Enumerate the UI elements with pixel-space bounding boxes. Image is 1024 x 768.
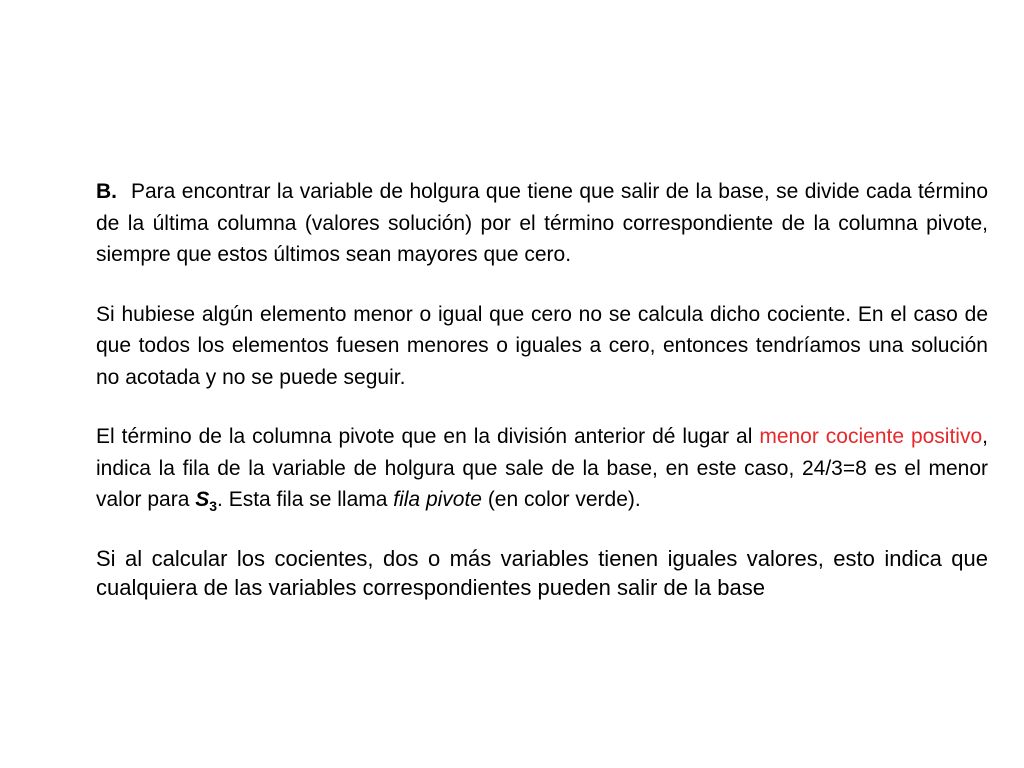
- variable-subscript: 3: [209, 498, 218, 515]
- pivot-text-part2: , indica la fila de la variable de holgura que sale de la base, en este caso, 24/3=8 es el menor valor para: [96, 425, 988, 511]
- pivot-text-part3: . Esta fila se llama: [217, 488, 394, 511]
- paragraph-ties-text: Si al calcular los cocientes, dos o más variables tienen iguales valores, esto indica que cualquiera de las variables correspondientes pueden salir de la base: [96, 545, 988, 600]
- paragraph-ties: [96, 544, 988, 602]
- paragraph-non-positive: [96, 299, 988, 394]
- highlight-min-quotient: menor cociente positivo: [759, 425, 983, 448]
- pivot-text-part4: (en color verde).: [481, 488, 641, 511]
- paragraph-b: [96, 176, 988, 271]
- slide-content: [96, 176, 988, 602]
- paragraph-pivot-row: [96, 421, 988, 516]
- pivot-text-part1: El término de la columna pivote que en la división anterior dé lugar al: [96, 425, 760, 448]
- variable-letter: S: [195, 488, 210, 511]
- paragraph-b-text: Para encontrar la variable de holgura que tiene que salir de la base, se divide cada término de la última columna (valores solución) por el término correspondiente de la columna pivote, siempre que estos últimos sean mayores que cero.: [96, 180, 988, 266]
- variable-s3: [195, 488, 218, 515]
- paragraph-label: B.: [96, 180, 117, 203]
- paragraph-non-positive-text: Si hubiese algún elemento menor o igual que cero no se calcula dicho cociente. En el caso de que todos los elementos fuesen menores o iguales a cero, entonces tendríamos una solución no acotada y no se puede seguir.: [96, 302, 988, 389]
- pivot-row-term: fila pivote: [393, 488, 482, 511]
